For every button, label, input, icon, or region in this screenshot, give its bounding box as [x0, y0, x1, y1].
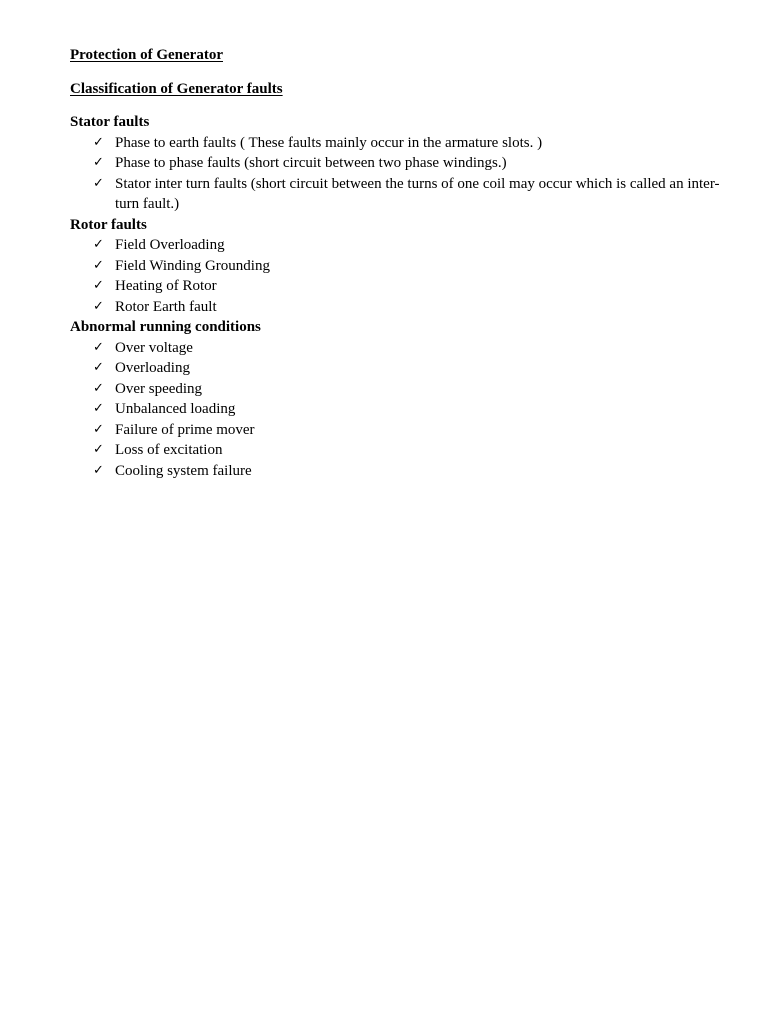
list-item — [70, 174, 730, 215]
list-item-text: Overloading — [115, 360, 190, 376]
section-stator-faults — [70, 112, 730, 215]
list-item — [70, 379, 730, 400]
checkmark-icon: ✓ — [93, 421, 104, 437]
checkmark-icon: ✓ — [93, 257, 104, 273]
list-item-text: Rotor Earth fault — [115, 298, 217, 315]
checkmark-icon: ✓ — [93, 278, 104, 293]
checkmark-icon: ✓ — [93, 380, 104, 396]
list-item — [70, 133, 730, 154]
list-item-text: Phase to earth faults ( These faults mainly occur in the armature slots. ) — [115, 134, 543, 151]
checkmark-icon: ✓ — [93, 442, 104, 457]
list-item-text: Stator inter turn faults (short circuit between the turns of one coil may occur which is called an inter-turn fault.) — [115, 175, 720, 212]
list-item-text: Unbalanced loading — [115, 401, 236, 417]
checkmark-icon: ✓ — [93, 298, 104, 314]
checkmark-icon: ✓ — [93, 134, 104, 150]
list-item-text: Over voltage — [115, 339, 193, 356]
list-item-text: Cooling system failure — [115, 462, 252, 479]
section-abnormal-running-conditions — [70, 317, 730, 481]
list-item-text: Failure of prime mover — [115, 421, 255, 438]
list-item — [70, 153, 730, 174]
checkmark-icon: ✓ — [93, 155, 104, 170]
list-item — [70, 440, 730, 461]
list-item — [70, 297, 730, 318]
checkmark-icon: ✓ — [93, 237, 104, 252]
list-item — [70, 256, 730, 277]
checklist — [70, 133, 730, 215]
list-item — [70, 399, 730, 420]
list-item — [70, 358, 730, 379]
list-item — [70, 461, 730, 482]
section-heading: Rotor faults — [70, 216, 147, 233]
document-title: Protection of Generator — [70, 47, 223, 63]
checkmark-icon: ✓ — [93, 339, 104, 355]
list-item-text: Loss of excitation — [115, 442, 223, 458]
list-item-text: Phase to phase faults (short circuit between two phase windings.) — [115, 155, 507, 171]
list-item-text: Over speeding — [115, 380, 203, 397]
section-rotor-faults — [70, 215, 730, 318]
list-item — [70, 235, 730, 256]
list-item — [70, 338, 730, 359]
checkmark-icon: ✓ — [93, 360, 104, 375]
section-heading: Stator faults — [70, 114, 150, 130]
list-item-text: Field Overloading — [115, 237, 225, 253]
checkmark-icon: ✓ — [93, 175, 104, 191]
list-item — [70, 276, 730, 297]
list-item — [70, 420, 730, 441]
section-heading: Abnormal running conditions — [70, 319, 261, 335]
fault-sections — [70, 112, 730, 481]
list-item-text: Heating of Rotor — [115, 278, 217, 294]
checklist — [70, 338, 730, 482]
list-item-text: Field Winding Grounding — [115, 257, 270, 274]
checkmark-icon: ✓ — [93, 401, 104, 416]
checklist — [70, 235, 730, 317]
document-subtitle: Classification of Generator faults — [70, 81, 283, 97]
checkmark-icon: ✓ — [93, 462, 104, 478]
